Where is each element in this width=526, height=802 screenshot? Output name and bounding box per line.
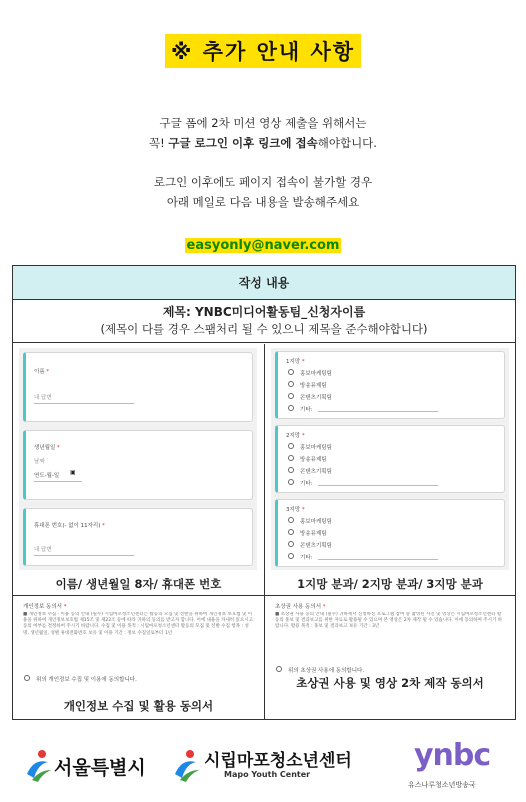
- portrait-consent-radio[interactable]: [276, 666, 282, 672]
- pref-3-option-4-radio[interactable]: [288, 553, 294, 559]
- pref-3-option-1: 홍보마케팅팀: [300, 519, 332, 525]
- pref-2-option-2-radio[interactable]: [288, 455, 294, 461]
- mapo-logo: [172, 742, 372, 788]
- form-screenshot-right: [271, 348, 509, 570]
- caption-bottom-right: 초상권 사용 및 영상 2차 제작 동의서: [296, 676, 484, 690]
- pref-2-option-1: 홍보마케팅팀: [300, 445, 332, 451]
- phone-question-label: 휴대폰 번호(- 없이 11자리) *: [34, 523, 105, 529]
- pref-1-option-3: 콘텐츠기획팀: [300, 395, 332, 401]
- notice-block-1: [0, 113, 526, 153]
- name-question-card: [23, 352, 253, 422]
- pref-2-option-3-radio[interactable]: [288, 467, 294, 473]
- pref-3-option-3: 콘텐츠기획팀: [300, 543, 332, 549]
- phone-placeholder: 내 답변: [34, 547, 52, 553]
- notice-block-2: [0, 172, 526, 212]
- subject-section: [13, 300, 515, 343]
- example-grid: [13, 344, 515, 719]
- box-header: 작성 내용: [13, 266, 515, 300]
- privacy-consent-radio[interactable]: [24, 675, 30, 681]
- phone-question-card: [23, 508, 253, 566]
- pref-1-option-2-radio[interactable]: [288, 381, 294, 387]
- caption-bottom-left: 개인정보 수집 및 활용 동의서: [63, 699, 214, 713]
- privacy-consent-heading: 개인정보 동의서 *: [23, 604, 67, 610]
- birth-question-label: 생년월일 *: [34, 445, 60, 451]
- notice-line-2-suffix: 해야합니다.: [317, 136, 377, 150]
- pref-3-option-3-radio[interactable]: [288, 541, 294, 547]
- pref-card-1: [275, 351, 505, 419]
- notice-line-2: [0, 133, 526, 153]
- email-wrap: [0, 234, 526, 253]
- birth-underline: [34, 481, 82, 482]
- notice-line-3: 로그인 이후에도 페이지 접속이 불가할 경우: [153, 175, 373, 189]
- seoul-logo: [24, 746, 159, 786]
- calendar-icon[interactable]: ▣: [70, 469, 76, 476]
- notice-line-1: 구글 폼에 2차 미션 영상 제출을 위해서는: [159, 116, 367, 130]
- pref-3-label: 3지망 *: [286, 507, 305, 513]
- notice-title: ※ 추가 안내 사항: [165, 34, 361, 68]
- caption-top-left: 이름/ 생년월일 8자/ 휴대폰 번호: [55, 577, 222, 591]
- pref-2-label: 2지망 *: [286, 433, 305, 439]
- mapo-logo-english: Mapo Youth Center: [224, 770, 311, 779]
- pref-2-option-1-radio[interactable]: [288, 443, 294, 449]
- name-question-label: 이름 *: [34, 369, 50, 375]
- mapo-logo-text: 시립마포청소년센터: [204, 751, 352, 771]
- pref-1-option-2: 방송뮤제팀: [300, 383, 327, 389]
- footer-logos: [0, 740, 526, 800]
- portrait-consent-heading: 초상권 사용 동의서 *: [275, 604, 326, 610]
- pref-3-option-1-radio[interactable]: [288, 517, 294, 523]
- mapo-symbol-icon: [172, 748, 202, 784]
- pref-2-option-4: 기타:: [300, 481, 313, 487]
- notice-title-wrap: [0, 34, 526, 68]
- portrait-consent-body: ■ 초상권 사용 동의 안내 (필수) 귀하께서 신청하신 프로그램 참여 중 촬영된 사진 및 영상은 시립마포청소년센터 활동의 홍보 및 결과보고를 위한 자료로 활용될 수 있으며 본 영상은 2차 제작 될 수 있습니다. 이에 동의하여 주시기 바랍니다. 활용 목적 : 홍보 및 결과보고 보유 기간 : 3년: [275, 612, 503, 630]
- birth-question-card: [23, 430, 253, 500]
- notice-line-2-prefix: 꼭!: [149, 136, 169, 150]
- ynbc-logo-subtext: 유스나루청소년방송국: [408, 781, 476, 789]
- pref-3-option-4: 기타:: [300, 555, 313, 561]
- ynbc-logo-text: ynbc: [414, 738, 491, 773]
- notice-line-4: 아래 메일로 다음 내용을 발송해주세요: [166, 195, 360, 209]
- pref-1-option-4-radio[interactable]: [288, 405, 294, 411]
- cell-preference-form: [265, 344, 515, 596]
- pref-1-option-4: 기타:: [300, 407, 313, 413]
- portrait-consent-option: 위의 초상권 사용에 동의합니다.: [288, 668, 365, 674]
- cell-personal-info-form: [13, 344, 265, 596]
- pref-card-2: [275, 425, 505, 493]
- seoul-logo-text: 서울특별시: [54, 757, 146, 779]
- pref-3-option-2-radio[interactable]: [288, 529, 294, 535]
- subject-line: 제목: YNBC미디어활동팀_신청자이름: [162, 305, 366, 319]
- pref-3-option-2: 방송뮤제팀: [300, 531, 327, 537]
- form-screenshot-left: [19, 348, 257, 570]
- caption-top-right: 1지망 분과/ 2지망 분과/ 3지망 분과: [297, 577, 483, 591]
- privacy-consent-screenshot: [19, 600, 257, 694]
- birth-date-value[interactable]: 연도-월-일: [34, 473, 60, 479]
- phone-underline: [34, 555, 134, 556]
- pref-1-option-1: 홍보마케팅팀: [300, 371, 332, 377]
- privacy-consent-body: ■ 개인정보 수집 · 이용 동의 안내 (필수) 시립마포청소년센터는 활동의 모집 및 선발을 위하여 개인정보 보호법 및 이용을 위하여 개인정보보호법 제15조 및 제22조 등에 따라 귀하의 동의를 받고자 합니다. 이에 내용을 자세히 읽으시고 동의 여부를 결정하여 주시기 바랍니다. 수집 및 이용 목적 : 시립마포청소년센터 활동의 모집 및 선발 수집 항목 : 성명, 생년월일, 성별 휴대전화번호 보유 및 이용 기간 : 정보 수집일로부터 1년: [23, 612, 253, 636]
- pref-3-other-underline: [318, 559, 438, 560]
- birth-date-sublabel: 날짜: [34, 459, 45, 465]
- subject-note: (제목이 다를 경우 스팸처리 될 수 있으니 제목을 준수해야합니다): [100, 322, 428, 336]
- pref-1-label: 1지망 *: [286, 359, 305, 365]
- pref-1-option-1-radio[interactable]: [288, 369, 294, 375]
- pref-2-option-2: 방송뮤제팀: [300, 457, 327, 463]
- pref-2-option-3: 콘텐츠기획팀: [300, 469, 332, 475]
- pref-2-option-4-radio[interactable]: [288, 479, 294, 485]
- pref-2-other-underline: [318, 485, 438, 486]
- seoul-symbol-icon: [24, 748, 54, 784]
- cell-privacy-consent: [13, 596, 265, 719]
- content-box: [12, 265, 516, 720]
- pref-1-other-underline: [318, 411, 438, 412]
- cell-portrait-consent: [265, 596, 515, 719]
- pref-card-3: [275, 499, 505, 567]
- ynbc-logo: [408, 740, 498, 796]
- pref-1-option-3-radio[interactable]: [288, 393, 294, 399]
- contact-email[interactable]: easyonly@naver.com: [186, 238, 340, 253]
- privacy-consent-option: 위의 개인정보 수집 및 이용에 동의합니다.: [36, 677, 137, 683]
- name-placeholder: 내 답변: [34, 395, 52, 401]
- name-underline: [34, 403, 134, 404]
- notice-line-2-bold: 구글 로그인 이후 링크에 접속: [168, 136, 318, 150]
